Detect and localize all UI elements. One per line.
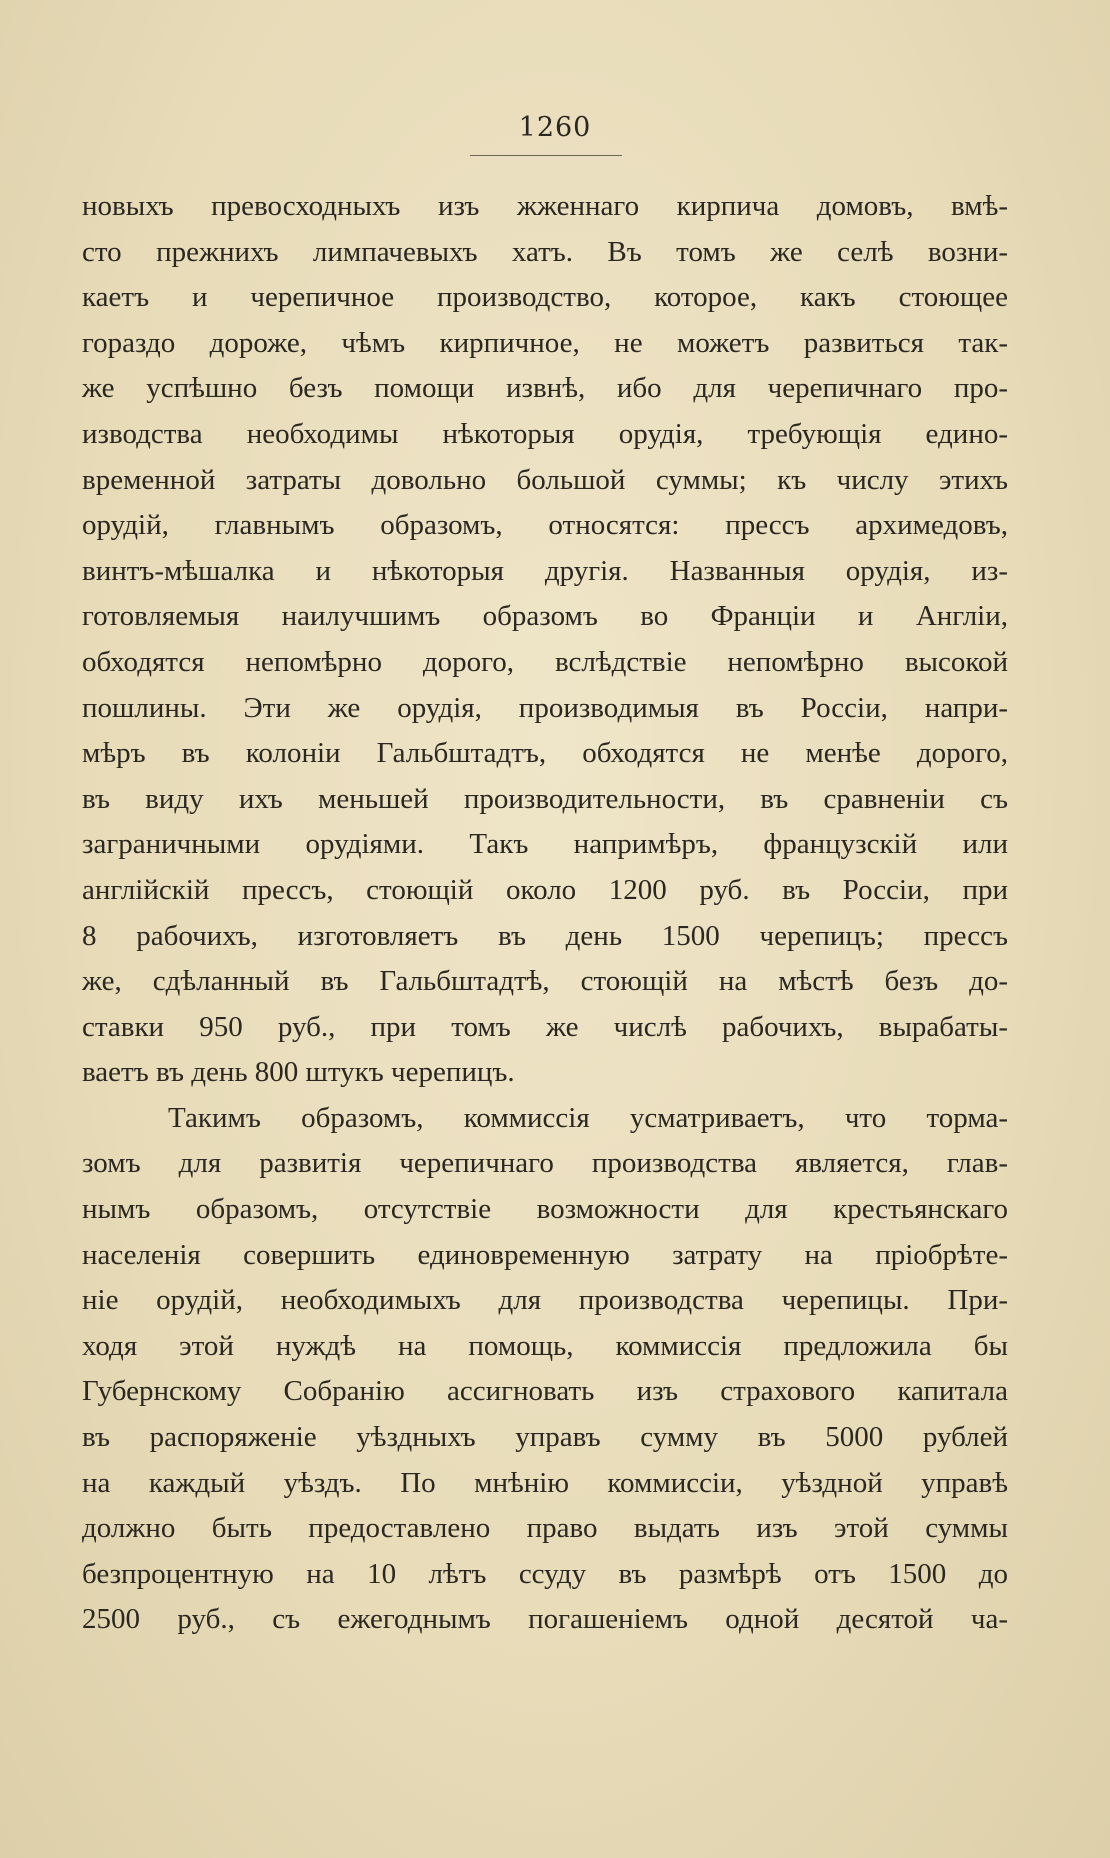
body-text (82, 184, 1008, 1643)
text-line: ставки 950 руб., при томъ же числѣ рабочихъ, вырабаты- (82, 1010, 1008, 1043)
text-line: новыхъ превосходныхъ изъ жженнаго кирпича домовъ, вмѣ- (82, 190, 1008, 222)
text-line: же, сдѣланный въ Гальбштадтѣ, стоющій на мѣстѣ безъ до- (82, 965, 1008, 998)
text-line: ваетъ въ день 800 штукъ черепицъ. (82, 1056, 515, 1089)
text-line: временной затраты довольно большой суммы; къ числу этихъ (82, 463, 1008, 496)
text-line: ніе орудій, необходимыхъ для производства черепицы. При- (82, 1284, 1008, 1317)
text-line: безпроцентную на 10 лѣтъ ссуду въ размѣрѣ отъ 1500 до (82, 1557, 1008, 1590)
text-line: въ распоряженіе уѣздныхъ управъ сумму въ 5000 рублей (82, 1421, 1008, 1454)
page-number-rule (470, 155, 622, 156)
text-line: мѣръ въ колоніи Гальбштадтъ, обходятся не менѣе дорого, (82, 737, 1008, 770)
text-line: сто прежнихъ лимпачевыхъ хатъ. Въ томъ же селѣ возни- (82, 235, 1008, 268)
text-line: нымъ образомъ, отсутствіе возможности для крестьянскаго (82, 1193, 1008, 1226)
text-line: населенія совершить единовременную затрату на пріобрѣте- (82, 1238, 1008, 1271)
page-number: 1260 (518, 112, 592, 143)
text-line: на каждый уѣздъ. По мнѣнію коммиссіи, уѣздной управѣ (82, 1466, 1008, 1499)
text-line: винтъ-мѣшалка и нѣкоторыя другія. Названныя орудія, из- (82, 554, 1008, 587)
paragraph-first-line: Такимъ образомъ, коммиссія усматриваетъ, что торма- (168, 1101, 1008, 1134)
text-line: же успѣшно безъ помощи извнѣ, ибо для черепичнаго про- (82, 372, 1008, 405)
text-line: 8 рабочихъ, изготовляетъ въ день 1500 черепицъ; прессъ (82, 919, 1008, 952)
text-line: зомъ для развитія черепичнаго производства является, глав- (82, 1147, 1008, 1180)
text-line: изводства необходимы нѣкоторыя орудія, требующія едино- (82, 417, 1008, 450)
text-line: ходя этой нуждѣ на помощь, коммиссія предложила бы (82, 1329, 1008, 1362)
text-line: готовляемыя наилучшимъ образомъ во Франціи и Англіи, (82, 600, 1008, 633)
text-line: 2500 руб., съ ежегоднымъ погашеніемъ одной десятой ча- (82, 1603, 1008, 1636)
text-line: англійскій прессъ, стоющій около 1200 руб. въ Россіи, при (82, 873, 1008, 906)
text-line: должно быть предоставлено право выдать изъ этой суммы (82, 1512, 1008, 1545)
text-line: въ виду ихъ меньшей производительности, въ сравненіи съ (82, 782, 1008, 815)
text-line: пошлины. Эти же орудія, производимыя въ Россіи, напри- (82, 691, 1008, 724)
text-line: гораздо дороже, чѣмъ кирпичное, не можетъ развиться так- (82, 326, 1008, 359)
text-line: Губернскому Собранію ассигновать изъ страхового капитала (82, 1375, 1008, 1408)
text-line: обходятся непомѣрно дорого, вслѣдствіе непомѣрно высокой (82, 645, 1008, 678)
text-line: заграничными орудіями. Такъ напримѣръ, французскій или (82, 828, 1008, 861)
text-line: каетъ и черепичное производство, которое, какъ стоющее (82, 281, 1008, 314)
text-line: орудій, главнымъ образомъ, относятся: прессъ архимедовъ, (82, 509, 1008, 542)
